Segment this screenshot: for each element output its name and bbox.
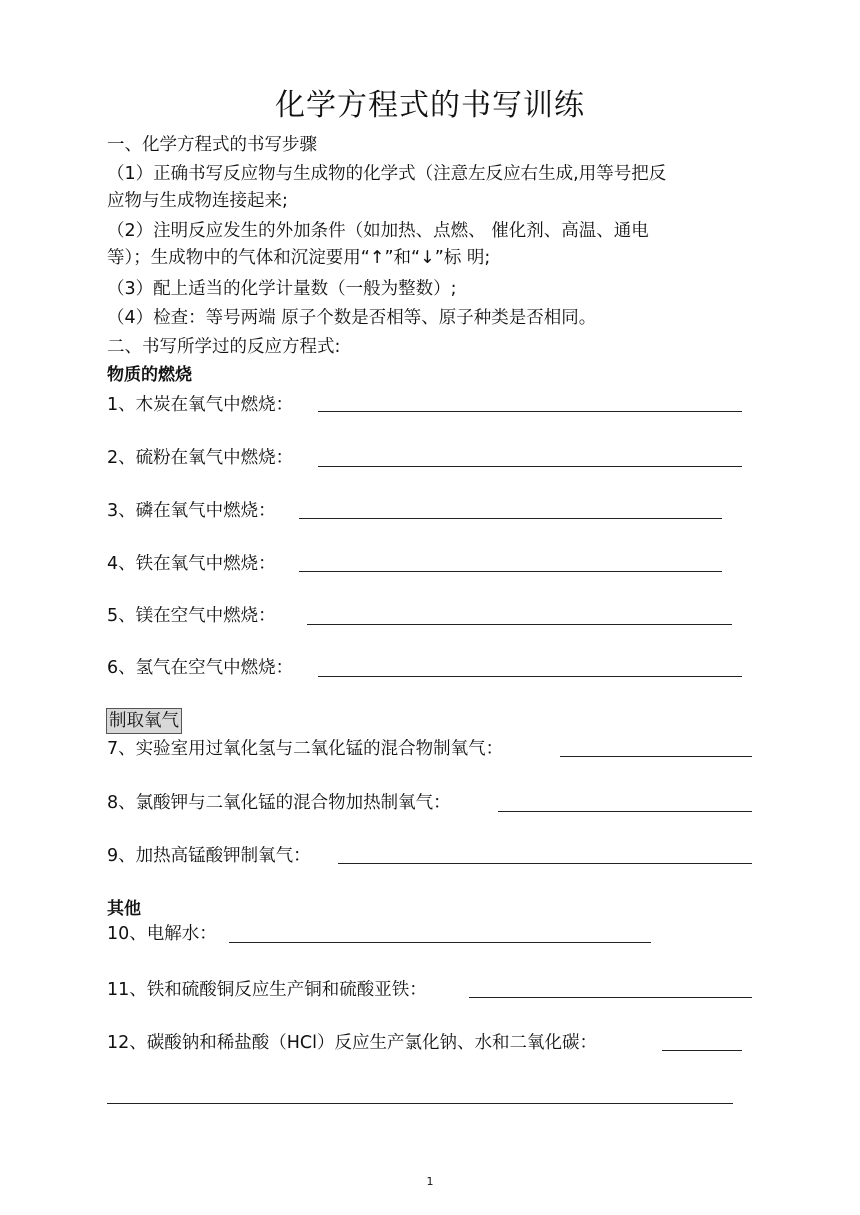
answer-blank-8[interactable] xyxy=(498,811,752,812)
answer-blank-5[interactable] xyxy=(307,624,732,625)
question-4: 4、铁在氧气中燃烧： xyxy=(107,554,276,574)
step-line: 等）；生成物中的气体和沉淀要用“↑”和“↓”标 明; xyxy=(107,248,491,268)
question-10: 10、电解水： xyxy=(107,924,217,944)
question-2: 2、硫粉在氧气中燃烧： xyxy=(107,448,294,468)
answer-blank-7[interactable] xyxy=(560,756,752,757)
page-number: 1 xyxy=(426,1175,434,1188)
answer-blank-3[interactable] xyxy=(299,518,722,519)
question-3: 3、磷在氧气中燃烧： xyxy=(107,501,276,521)
answer-blank-1[interactable] xyxy=(318,411,742,412)
question-7: 7、实验室用过氧化氢与二氧化锰的混合物制氧气： xyxy=(107,739,504,759)
answer-blank-11[interactable] xyxy=(469,997,752,998)
step-line: （3）配上适当的化学计量数（一般为整数）; xyxy=(107,279,457,299)
question-6: 6、氢气在空气中燃烧： xyxy=(107,658,294,678)
question-12: 12、碳酸钠和稀盐酸（HCl）反应生产氯化钠、水和二氧化碳： xyxy=(107,1033,598,1053)
group-title-other: 其他 xyxy=(107,899,141,919)
answer-blank-9[interactable] xyxy=(338,863,752,864)
answer-blank-4[interactable] xyxy=(299,571,722,572)
question-9: 9、加热高锰酸钾制氧气： xyxy=(107,846,311,866)
question-1: 1、木炭在氧气中燃烧： xyxy=(107,395,294,415)
question-8: 8、氯酸钾与二氧化锰的混合物加热制氧气： xyxy=(107,793,451,813)
step-line: （2）注明反应发生的外加条件（如加热、点燃、 催化剂、高温、通电 xyxy=(107,221,649,241)
group-title-oxygen: 制取氧气 xyxy=(106,708,182,734)
step-line: （1）正确书写反应物与生成物的化学式（注意左反应右生成,用等号把反 xyxy=(107,164,667,184)
section-heading-equations: 二、书写所学过的反应方程式: xyxy=(107,337,341,357)
question-11: 11、铁和硫酸铜反应生产铜和硫酸亚铁： xyxy=(107,980,427,1000)
answer-blank-10[interactable] xyxy=(229,942,651,943)
answer-blank-12[interactable] xyxy=(662,1050,742,1051)
answer-blank-6[interactable] xyxy=(318,676,742,677)
section-heading-steps: 一、化学方程式的书写步骤 xyxy=(107,135,317,155)
group-title-combustion: 物质的燃烧 xyxy=(107,365,192,385)
step-line: 应物与生成物连接起来; xyxy=(107,191,288,211)
step-line: （4）检查：等号两端 原子个数是否相等、原子种类是否相同。 xyxy=(107,308,597,328)
answer-blank-12-continued[interactable] xyxy=(107,1103,733,1104)
page-title: 化学方程式的书写训练 xyxy=(275,88,585,123)
answer-blank-2[interactable] xyxy=(318,466,742,467)
question-5: 5、镁在空气中燃烧： xyxy=(107,606,276,626)
